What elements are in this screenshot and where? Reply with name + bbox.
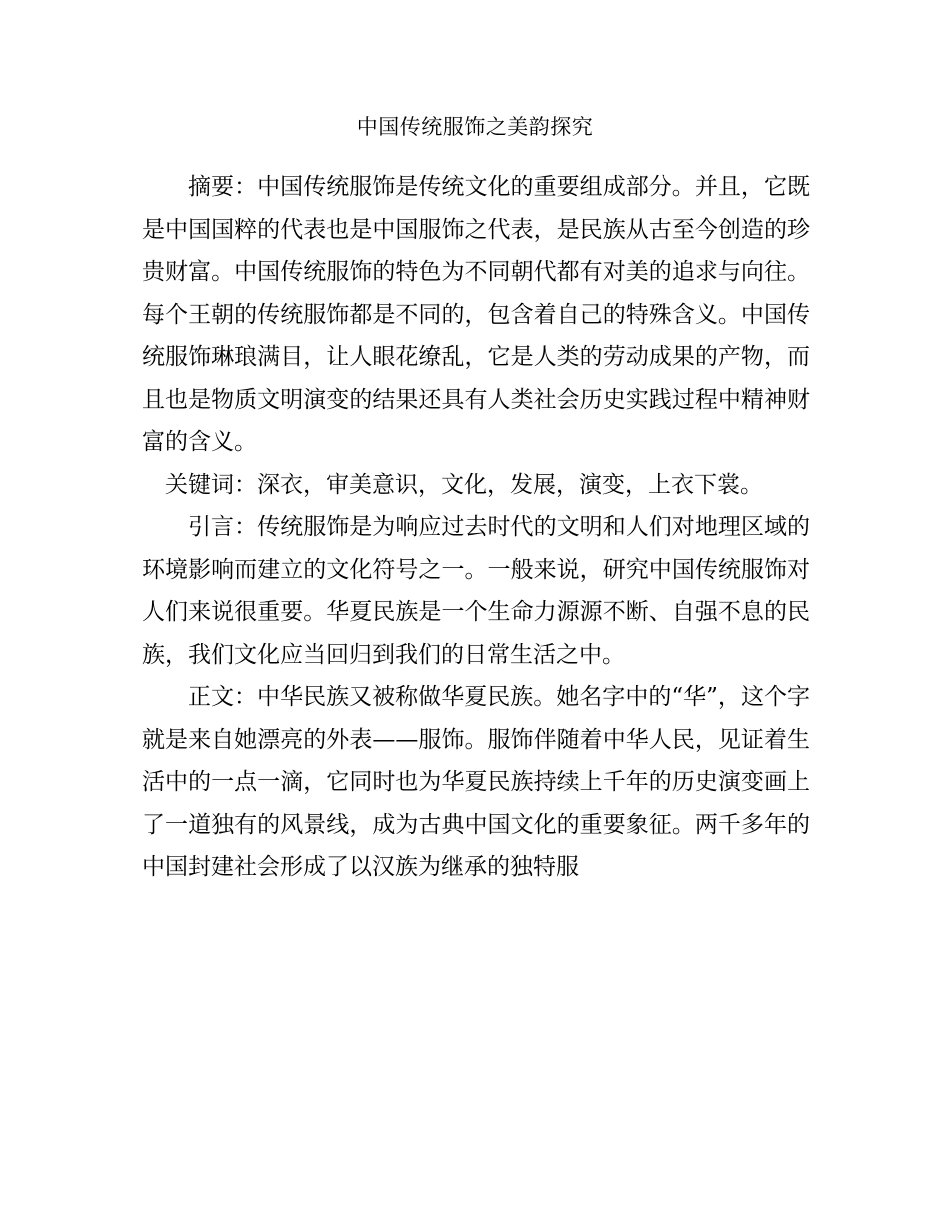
keywords-paragraph: 关键词：深衣，审美意识，文化，发展，演变，上衣下裳。 (165, 471, 763, 498)
main-text-paragraph: 正文：中华民族又被称做华夏民族。她名字中的“华”，这个字就是来自她漂亮的外表——服饰。服饰伴随着中华人民，见证着生活中的一点一滴，它同时也为华夏民族持续上千年的历史演变画上了一道独有的风景线，成为古典中国文化的重要象征。两千多年的中国封建社会形成了以汉族为继承的独特服 (142, 684, 810, 880)
introduction-paragraph: 引言：传统服饰是为响应过去时代的文明和人们对地理区域的环境影响而建立的文化符号之一。一般来说，研究中国传统服饰对人们来说很重要。华夏民族是一个生命力源源不断、自强不息的民族，我们文化应当回归到我们的日常生活之中。 (142, 514, 810, 668)
document-title: 中国传统服饰之美韵探究 (356, 115, 594, 139)
document-body (142, 166, 810, 889)
abstract-paragraph: 摘要：中国传统服饰是传统文化的重要组成部分。并且，它既是中国国粹的代表也是中国服饰之代表，是民族从古至今创造的珍贵财富。中国传统服饰的特色为不同朝代都有对美的追求与向往。每个王朝的传统服饰都是不同的，包含着自己的特殊含义。中国传统服饰琳琅满目，让人眼花缭乱，它是人类的劳动成果的产物，而且也是物质文明演变的结果还具有人类社会历史实践过程中精神财富的含义。 (142, 174, 810, 455)
